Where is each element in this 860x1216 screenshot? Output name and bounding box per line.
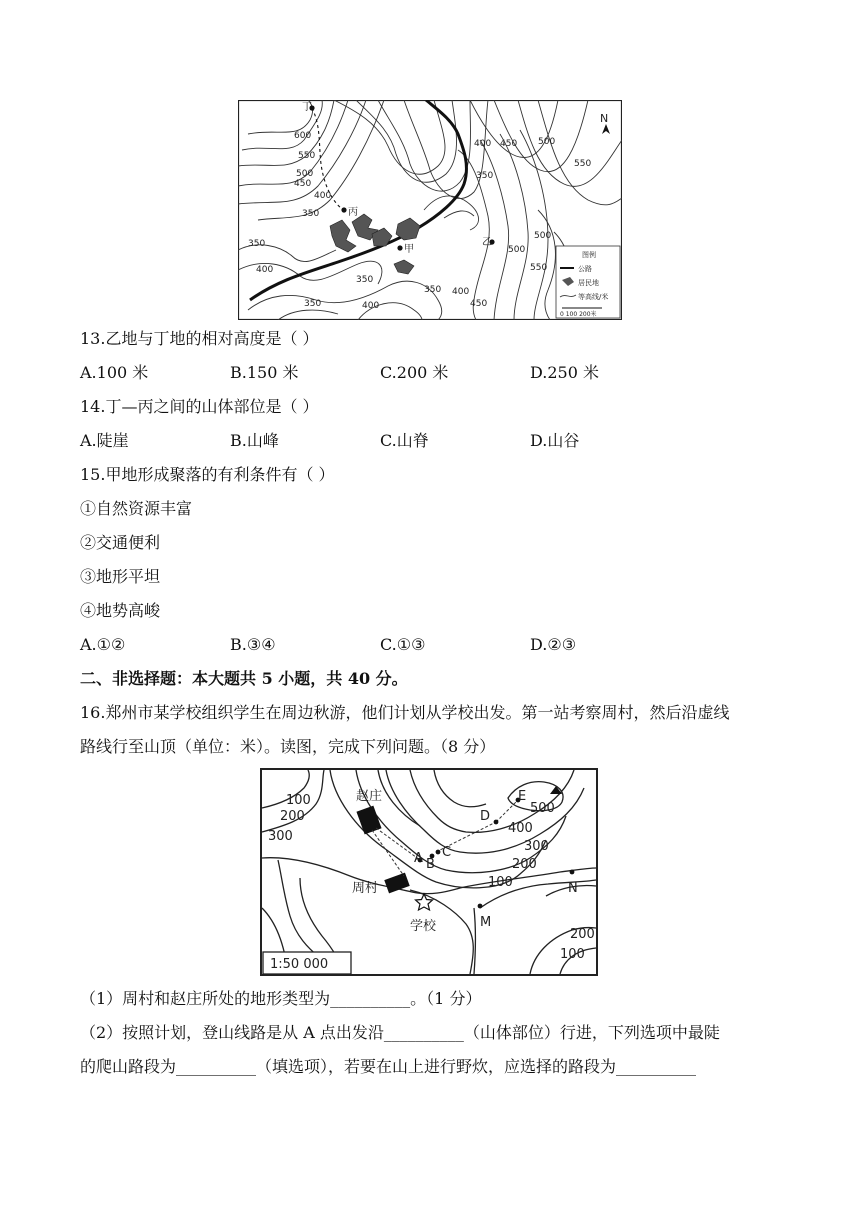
svg-text:周村: 周村 — [352, 881, 379, 896]
svg-text:E: E — [518, 789, 527, 804]
svg-text:400: 400 — [256, 265, 274, 275]
q15-stem: 15.甲地形成聚落的有利条件有（ ） — [80, 465, 335, 484]
svg-text:丙: 丙 — [348, 207, 358, 218]
map2-scale: 1:50 000 — [270, 957, 329, 972]
q14-option-a: A.陡崖 — [80, 431, 129, 450]
svg-text:450: 450 — [500, 139, 518, 149]
svg-text:甲: 甲 — [404, 244, 414, 255]
svg-text:400: 400 — [452, 287, 470, 297]
svg-text:D: D — [480, 809, 491, 824]
svg-text:B: B — [426, 857, 435, 872]
svg-text:350: 350 — [248, 239, 266, 249]
svg-text:M: M — [480, 915, 492, 930]
svg-text:公路: 公路 — [578, 265, 592, 273]
map1-legend — [556, 246, 620, 318]
topo-map-2 — [260, 768, 598, 976]
q16-sub2-line1: （2）按照计划，登山线路是从 A 点出发沿__________（山体部位）行进，下列选项中最陡 — [80, 1023, 720, 1042]
svg-text:100: 100 — [560, 947, 585, 962]
svg-text:400: 400 — [474, 139, 492, 149]
q16-sub2-line2: 的爬山路段为__________（填选项），若要在山上进行野炊，应选择的路段为__________ — [80, 1057, 697, 1076]
svg-text:200: 200 — [280, 809, 305, 824]
svg-text:350: 350 — [304, 299, 322, 309]
svg-text:500: 500 — [534, 231, 552, 241]
q16-stem-line2: 路线行至山顶（单位：米）。读图，完成下列问题。（8 分） — [80, 737, 496, 756]
q13-option-d: D.250 米 — [530, 363, 599, 382]
svg-text:300: 300 — [268, 829, 293, 844]
svg-text:丁: 丁 — [302, 102, 312, 113]
svg-text:400: 400 — [314, 191, 332, 201]
svg-text:400: 400 — [508, 821, 533, 836]
q14-stem: 14.丁—丙之间的山体部位是（ ） — [80, 397, 319, 416]
svg-text:600: 600 — [294, 131, 312, 141]
svg-text:100: 100 — [286, 793, 311, 808]
q16-stem-line1: 16.郑州市某学校组织学生在周边秋游，他们计划从学校出发。第一站考察周村，然后沿虚线 — [80, 703, 730, 722]
q13-option-b: B.150 米 — [230, 363, 299, 382]
svg-text:500: 500 — [508, 245, 526, 255]
svg-text:500: 500 — [538, 137, 556, 147]
svg-text:350: 350 — [476, 171, 494, 181]
svg-text:A: A — [414, 851, 423, 866]
svg-text:500: 500 — [296, 169, 314, 179]
svg-text:450: 450 — [470, 299, 488, 309]
q14-option-c: C.山脊 — [380, 431, 429, 450]
svg-text:图例: 图例 — [582, 251, 596, 259]
svg-text:550: 550 — [298, 151, 316, 161]
svg-text:N: N — [568, 881, 578, 896]
q15-item-2: ②交通便利 — [80, 533, 161, 552]
svg-text:350: 350 — [424, 285, 442, 295]
q15-item-1: ①自然资源丰富 — [80, 499, 193, 518]
svg-text:200: 200 — [570, 927, 595, 942]
q15-item-4: ④地势高峻 — [80, 601, 161, 620]
svg-text:等高线/米: 等高线/米 — [578, 293, 609, 301]
svg-text:赵庄: 赵庄 — [356, 789, 383, 804]
svg-text:350: 350 — [302, 209, 320, 219]
q16-sub1: （1）周村和赵庄所处的地形类型为__________。（1 分） — [80, 989, 482, 1008]
q15-option-d: D.②③ — [530, 635, 577, 654]
svg-text:500: 500 — [530, 801, 555, 816]
svg-text:300: 300 — [524, 839, 549, 854]
q15-option-b: B.③④ — [230, 635, 276, 654]
svg-text:100: 100 — [488, 875, 513, 890]
svg-text:200: 200 — [512, 857, 537, 872]
q13-option-a: A.100 米 — [80, 363, 149, 382]
q13-option-c: C.200 米 — [380, 363, 449, 382]
topo-map-1 — [238, 100, 622, 320]
svg-text:居民地: 居民地 — [578, 279, 599, 287]
q14-option-b: B.山峰 — [230, 431, 279, 450]
svg-text:350: 350 — [356, 275, 374, 285]
section-2-title: 二、非选择题：本大题共 5 小题，共 40 分。 — [80, 669, 408, 688]
svg-text:550: 550 — [530, 263, 548, 273]
q13-stem: 13.乙地与丁地的相对高度是（ ） — [80, 329, 319, 348]
svg-text:550: 550 — [574, 159, 592, 169]
q14-option-d: D.山谷 — [530, 431, 580, 450]
svg-text:400: 400 — [362, 301, 380, 311]
svg-text:N: N — [600, 112, 609, 125]
svg-text:学校: 学校 — [410, 919, 437, 934]
svg-text:0 100 200米: 0 100 200米 — [560, 311, 597, 318]
q15-option-c: C.①③ — [380, 635, 426, 654]
svg-text:C: C — [442, 845, 452, 860]
svg-text:450: 450 — [294, 179, 312, 189]
q15-item-3: ③地形平坦 — [80, 567, 161, 586]
q15-option-a: A.①② — [80, 635, 126, 654]
svg-text:乙: 乙 — [482, 237, 492, 248]
